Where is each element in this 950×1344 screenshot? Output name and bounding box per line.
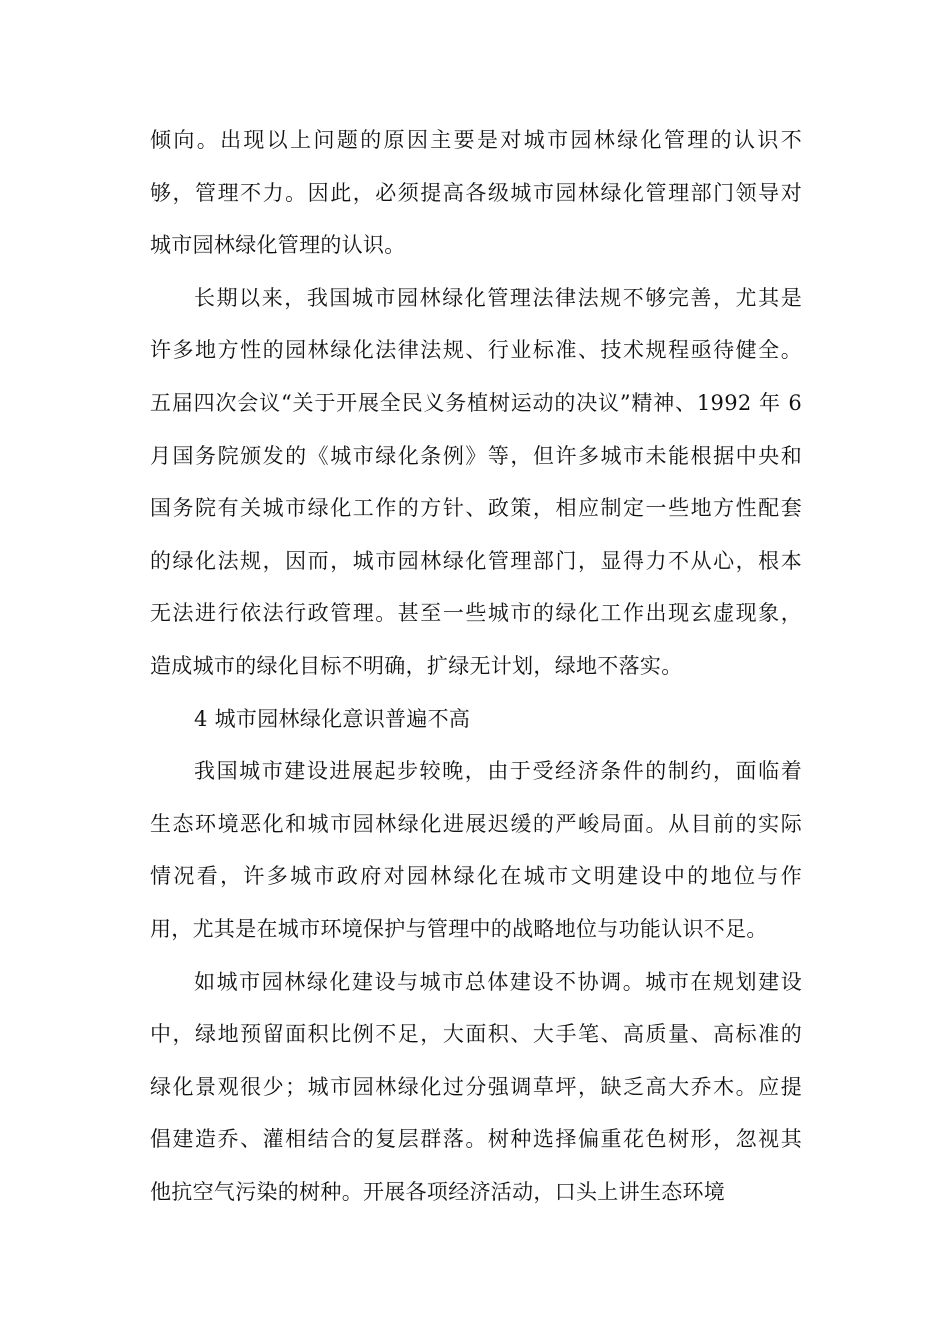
text-line: 够，管理不力。因此，必须提高各级城市园林绿化管理部门领导对 xyxy=(150,180,802,205)
text-line: 他抗空气污染的树种。开展各项经济活动，口头上讲生态环境 xyxy=(150,1179,726,1204)
section-heading xyxy=(150,693,802,746)
text-line: 五届四次会议“关于开展全民义务植树运动的决议”精神、1992 年 6 xyxy=(150,390,802,415)
text-line: 中，绿地预留面积比例不足，大面积、大手笔、高质量、高标准的 xyxy=(150,1022,802,1047)
text-line: 绿化景观很少；城市园林绿化过分强调草坪，缺乏高大乔木。应提 xyxy=(150,1074,802,1099)
paragraph-2 xyxy=(150,272,802,693)
text-line: 国务院有关城市绿化工作的方针、政策，相应制定一些地方性配套 xyxy=(150,496,802,521)
text-line: 倡建造乔、灌相结合的复层群落。树种选择偏重花色树形，忽视其 xyxy=(150,1127,802,1152)
text-line: 城市园林绿化管理的认识。 xyxy=(150,233,406,258)
text-line: 月国务院颁发的《城市绿化条例》等，但许多城市未能根据中央和 xyxy=(150,443,802,468)
text-line: 我国城市建设进展起步较晚，由于受经济条件的制约，面临着 xyxy=(194,759,802,784)
paragraph-1 xyxy=(150,114,802,272)
text-line: 情况看，许多城市政府对园林绿化在城市文明建设中的地位与作 xyxy=(150,864,802,889)
text-line: 如城市园林绿化建设与城市总体建设不协调。城市在规划建设 xyxy=(194,969,802,994)
heading-text: 4 城市园林绿化意识普遍不高 xyxy=(194,706,471,731)
text-line: 造成城市的绿化目标不明确，扩绿无计划，绿地不落实。 xyxy=(150,653,683,678)
text-line: 倾向。出现以上问题的原因主要是对城市园林绿化管理的认识不 xyxy=(150,128,802,152)
text-line: 长期以来，我国城市园林绿化管理法律法规不够完善，尤其是 xyxy=(194,285,802,310)
text-line: 许多地方性的园林绿化法律法规、行业标准、技术规程亟待健全。 xyxy=(150,338,802,363)
text-line: 用，尤其是在城市环境保护与管理中的战略地位与功能认识不足。 xyxy=(150,916,768,941)
text-line: 生态环境恶化和城市园林绿化进展迟缓的严峻局面。从目前的实际 xyxy=(150,811,802,836)
text-line: 的绿化法规，因而，城市园林绿化管理部门，显得力不从心，根本 xyxy=(150,548,802,573)
paragraph-3 xyxy=(150,745,802,955)
paragraph-4 xyxy=(150,956,802,1219)
text-line: 无法进行依法行政管理。甚至一些城市的绿化工作出现玄虚现象， xyxy=(150,601,802,626)
document-page xyxy=(150,114,802,1218)
